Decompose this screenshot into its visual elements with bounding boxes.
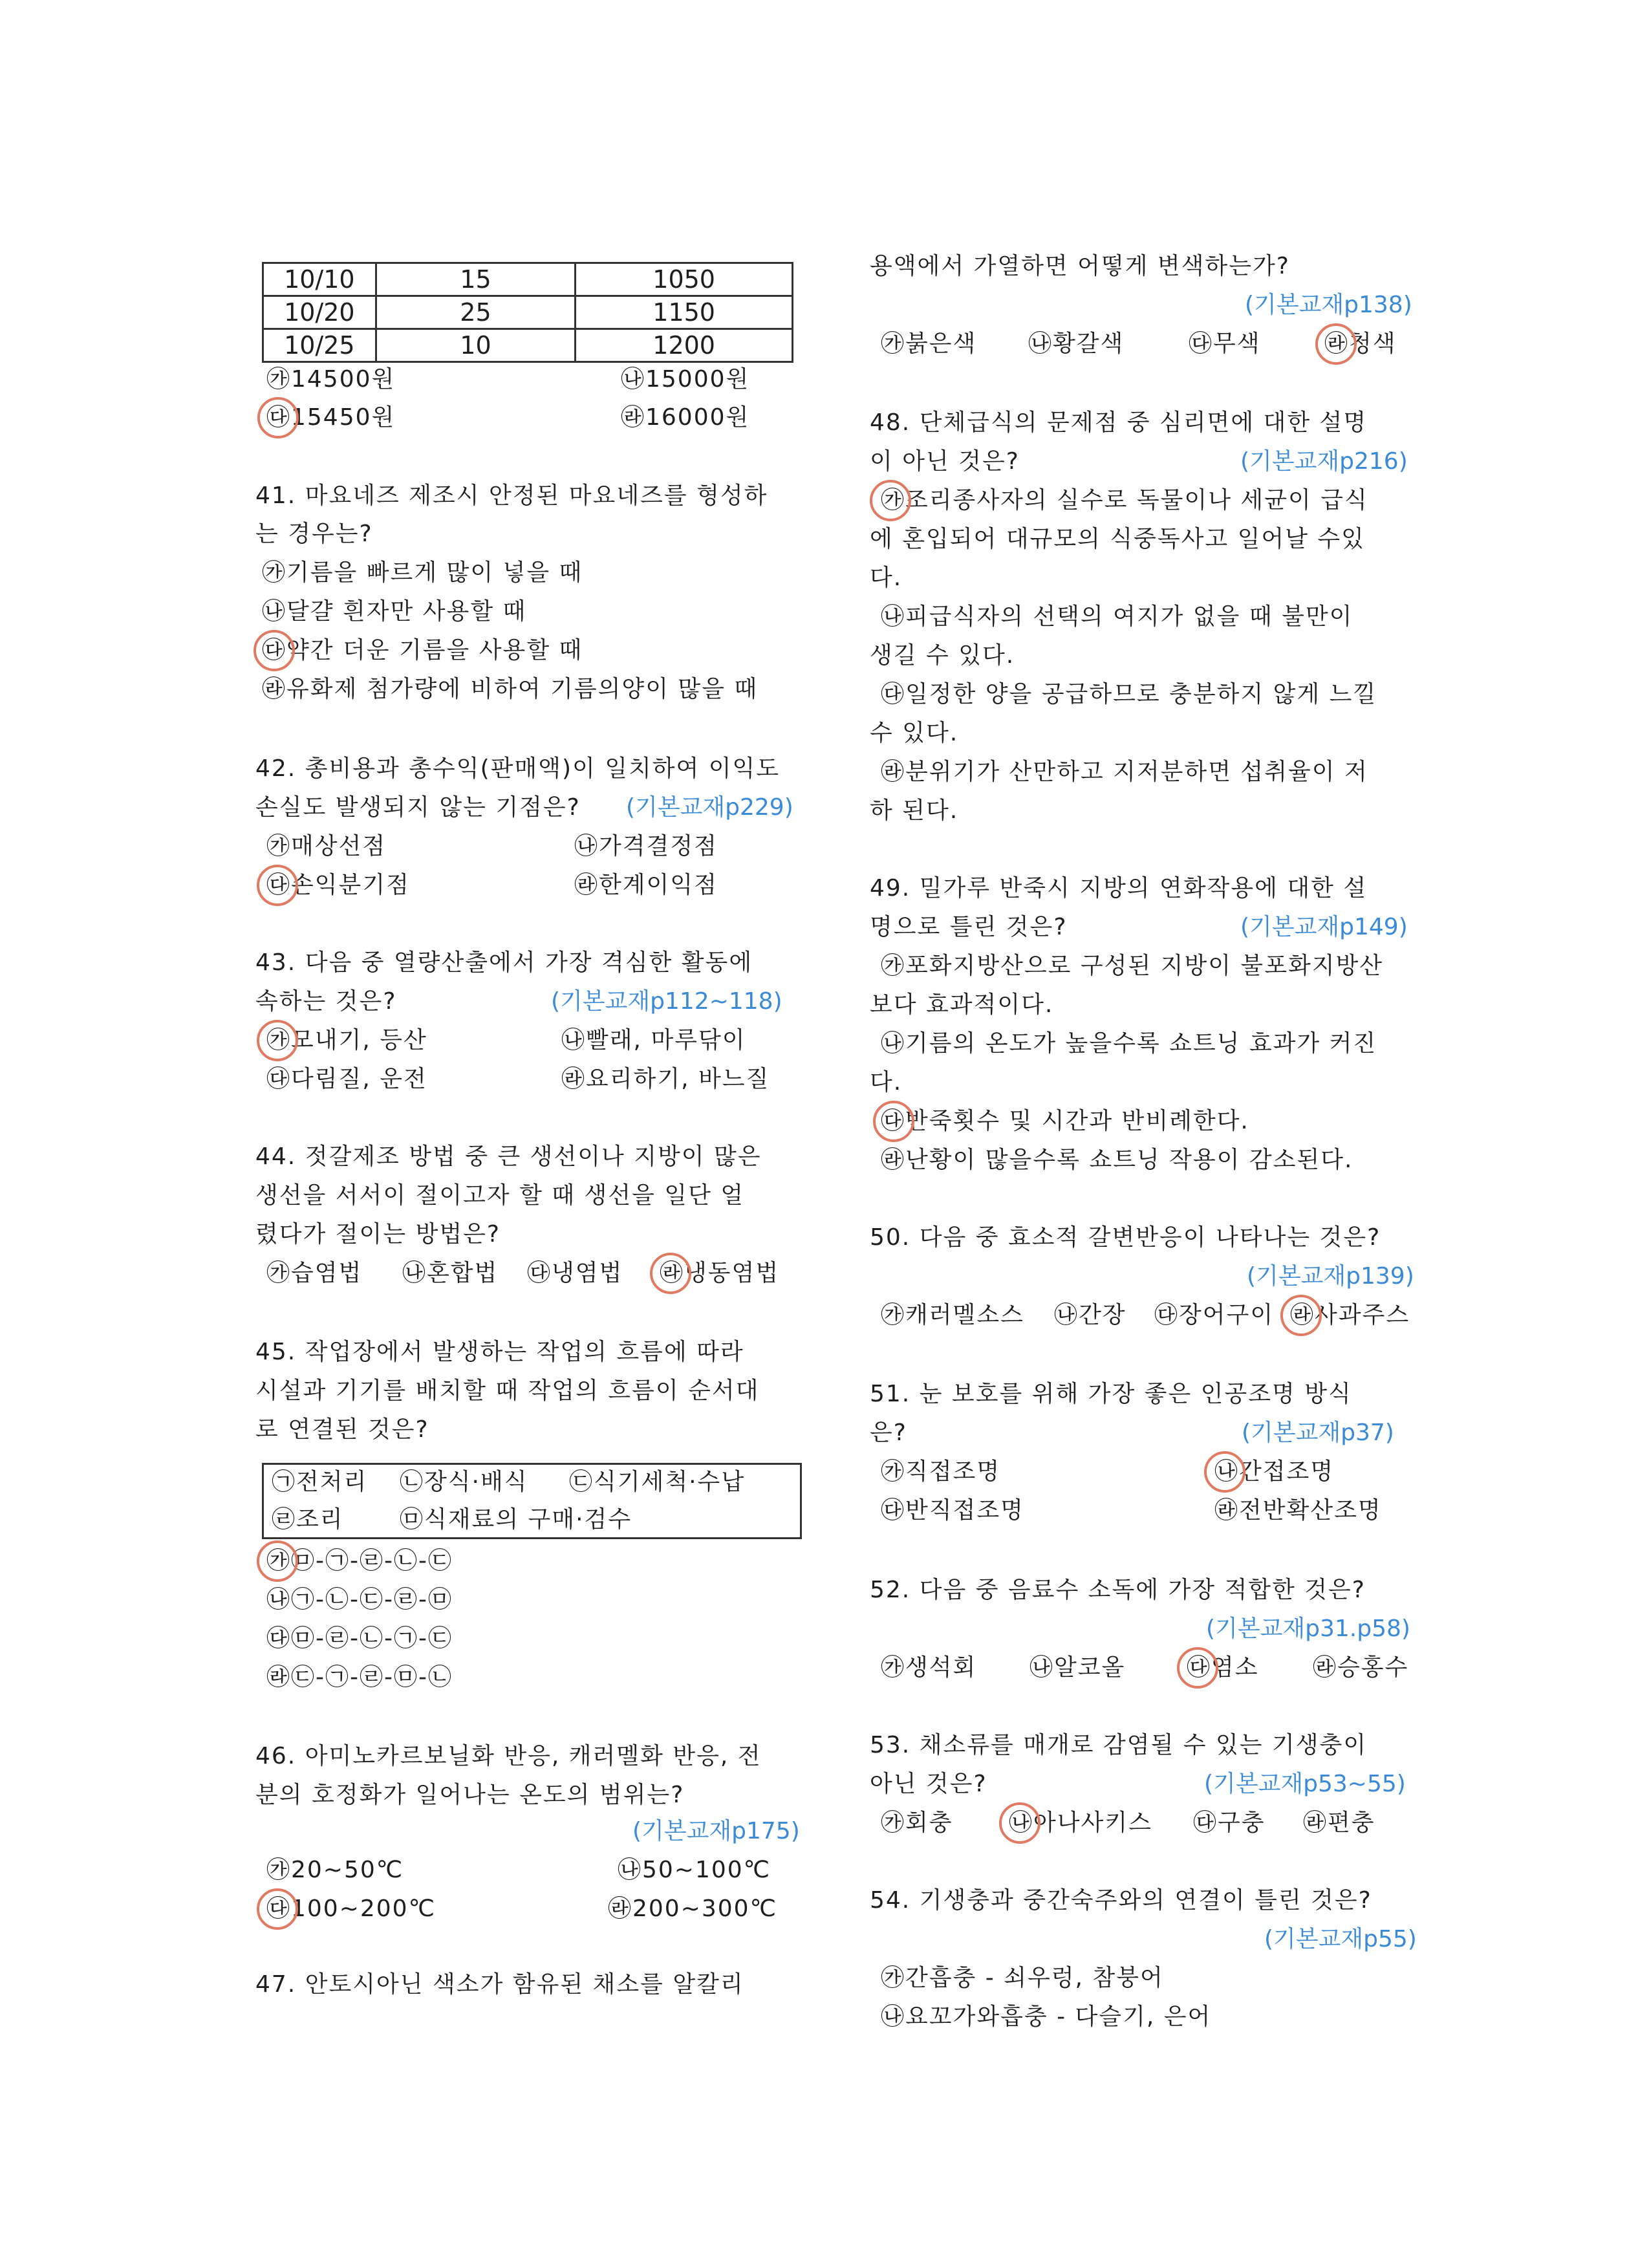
q51-option-b: ㉯간접조명: [1214, 1458, 1335, 1485]
answer-circle: [999, 1802, 1040, 1844]
q45-step-4: ㉣조리: [272, 1506, 344, 1533]
q53-textbook-ref: (기본교재p53~55): [1204, 1771, 1406, 1797]
answer-circle: [1315, 323, 1357, 365]
q40-option-a: ㉮14500원: [266, 366, 396, 393]
q48-option-b-line1: ㉯피급식자의 선택의 여지가 없을 때 불만이: [881, 603, 1353, 630]
q45-step-1: ㉠전처리: [272, 1469, 368, 1495]
q49-option-a-line1: ㉮포화지방산으로 구성된 지방이 불포화지방산: [881, 953, 1384, 979]
q47-stem-line2: 용액에서 가열하면 어떻게 변색하는가?: [870, 253, 1290, 279]
q53-stem-line2: 아닌 것은?: [870, 1771, 987, 1797]
q50-option-d: ㉱사과주스: [1290, 1302, 1410, 1328]
q52-option-c: ㉰염소: [1187, 1654, 1259, 1681]
answer-circle: [257, 397, 299, 438]
answer-circle: [257, 1540, 298, 1582]
q42-textbook-ref: (기본교재p229): [626, 794, 793, 821]
q43-stem-line1: 43. 다음 중 열량산출에서 가장 격심한 활동에: [255, 949, 753, 976]
q54-option-a: ㉮간흡충 - 쇠우렁, 참붕어: [881, 1965, 1164, 1991]
q49-stem-line2: 명으로 틀린 것은?: [870, 914, 1068, 940]
q40-option-d: ㉱16000원: [621, 404, 750, 431]
q51-textbook-ref: (기본교재p37): [1242, 1420, 1394, 1446]
q48-stem-line1: 48. 단체급식의 문제점 중 심리면에 대한 설명: [870, 409, 1368, 436]
q51-stem-line2: 은?: [870, 1420, 907, 1446]
q41-option-c: ㉰약간 더운 기름을 사용할 때: [262, 637, 583, 664]
q45-option-a: ㉮㉤-㉠-㉣-㉡-㉢: [266, 1548, 453, 1574]
q41-option-b: ㉯달걀 흰자만 사용할 때: [262, 598, 527, 625]
q46-option-d: ㉱200~300℃: [608, 1895, 778, 1922]
table-cell: 10/20: [263, 296, 376, 329]
q46-stem-line2: 분의 호정화가 일어나는 온도의 범위는?: [255, 1782, 685, 1808]
q43-option-b: ㉯빨래, 마루닦이: [561, 1027, 746, 1053]
answer-circle: [873, 1101, 914, 1142]
q41-option-a: ㉮기름을 빠르게 많이 넣을 때: [262, 559, 583, 586]
q41-stem-line2: 는 경우는?: [255, 521, 373, 547]
answer-circle: [1204, 1451, 1245, 1493]
table-cell: 1200: [576, 329, 793, 362]
q47-option-c: ㉰무색: [1189, 330, 1261, 357]
q46-option-a: ㉮20~50℃: [266, 1857, 404, 1883]
q49-option-a-line2: 보다 효과적이다.: [870, 991, 1054, 1018]
q48-option-c-line2: 수 있다.: [870, 720, 959, 746]
table-cell: 15: [376, 263, 576, 296]
q44-option-c: ㉰냉염법: [527, 1260, 623, 1286]
data-table: [262, 262, 793, 363]
q52-stem-line1: 52. 다음 중 음료수 소독에 가장 적합한 것은?: [870, 1577, 1366, 1603]
table-row: [263, 296, 793, 329]
answer-circle: [257, 865, 298, 906]
q46-option-c: ㉰100~200℃: [266, 1895, 436, 1922]
q48-option-a-line2: 에 혼입되어 대규모의 식중독사고 일어날 수있: [870, 526, 1365, 552]
q40-option-b: ㉯15000원: [621, 366, 750, 393]
q51-option-d: ㉱전반확산조명: [1214, 1497, 1382, 1524]
q48-option-c-line1: ㉰일정한 양을 공급하므로 충분하지 않게 느낄: [881, 681, 1377, 707]
q45-option-b: ㉯㉠-㉡-㉢-㉣-㉤: [266, 1586, 453, 1613]
q43-textbook-ref: (기본교재p112~118): [551, 988, 782, 1015]
q48-option-d-line2: 하 된다.: [870, 797, 959, 824]
q50-option-a: ㉮캐러멜소스: [881, 1302, 1024, 1328]
q47-textbook-ref: (기본교재p138): [1245, 292, 1412, 318]
q47-option-b: ㉯황갈색: [1028, 330, 1125, 357]
q50-option-b: ㉯간장: [1054, 1302, 1126, 1328]
q48-textbook-ref: (기본교재p216): [1240, 448, 1408, 475]
q51-option-c: ㉰반직접조명: [881, 1497, 1024, 1524]
q50-stem-line1: 50. 다음 중 효소적 갈변반응이 나타나는 것은?: [870, 1224, 1381, 1251]
q49-option-c: ㉰반죽횟수 및 시간과 반비례한다.: [881, 1108, 1249, 1134]
q49-stem-line1: 49. 밀가루 반죽시 지방의 연화작용에 대한 설: [870, 875, 1368, 902]
q46-option-b: ㉯50~100℃: [618, 1857, 771, 1883]
q53-option-d: ㉱편충: [1303, 1809, 1375, 1836]
answer-circle: [650, 1253, 691, 1294]
answer-circle: [1280, 1295, 1322, 1336]
q48-option-b-line2: 생길 수 있다.: [870, 642, 1015, 669]
q47-option-a: ㉮붉은색: [881, 330, 977, 357]
q47-stem-line1: 47. 안토시아닌 색소가 함유된 채소를 알칼리: [255, 1971, 744, 1998]
q52-option-a: ㉮생석회: [881, 1654, 977, 1681]
q41-option-d: ㉱유화제 첨가량에 비하여 기름의양이 많을 때: [262, 676, 759, 702]
q49-option-b-line2: 다.: [870, 1069, 903, 1096]
answer-circle: [257, 1020, 298, 1061]
q44-stem-line1: 44. 젓갈제조 방법 중 큰 생선이나 지방이 많은: [255, 1143, 762, 1170]
q49-option-d: ㉱난황이 많을수록 쇼트닝 작용이 감소된다.: [881, 1147, 1353, 1173]
q44-option-d: ㉱냉동염법: [660, 1260, 780, 1286]
q45-step-2: ㉡장식·배식: [400, 1469, 528, 1495]
answer-circle: [253, 630, 295, 671]
q46-textbook-ref: (기본교재p175): [632, 1818, 800, 1844]
q54-textbook-ref: (기본교재p55): [1264, 1926, 1417, 1952]
table-row: [263, 263, 793, 296]
table-row: [263, 329, 793, 362]
answer-circle: [1177, 1647, 1218, 1689]
q45-stem-line1: 45. 작업장에서 발생하는 작업의 흐름에 따라: [255, 1339, 744, 1365]
table-cell: 1150: [576, 296, 793, 329]
q44-stem-line2: 생선을 서서이 절이고자 할 때 생선을 일단 얼: [255, 1182, 745, 1209]
q43-option-a: ㉮모내기, 등산: [266, 1027, 427, 1053]
q45-option-d: ㉱㉢-㉠-㉣-㉤-㉡: [266, 1664, 453, 1690]
q53-option-b: ㉯아나사키스: [1009, 1809, 1152, 1836]
q44-stem-line3: 렸다가 절이는 방법은?: [255, 1221, 501, 1247]
q54-stem-line1: 54. 기생충과 중간숙주와의 연결이 틀린 것은?: [870, 1887, 1372, 1914]
q43-stem-line2: 속하는 것은?: [255, 988, 397, 1015]
table-cell: 25: [376, 296, 576, 329]
q48-option-a-line3: 다.: [870, 565, 903, 591]
q42-stem-line2: 손실도 발생되지 않는 기점은?: [255, 794, 581, 821]
q43-option-d: ㉱요리하기, 바느질: [561, 1066, 770, 1092]
q46-stem-line1: 46. 아미노카르보닐화 반응, 캐러멜화 반응, 전: [255, 1743, 762, 1769]
q42-option-a: ㉮매상선점: [266, 833, 387, 859]
table-cell: 10/25: [263, 329, 376, 362]
q47-option-d: ㉱청색: [1324, 330, 1397, 357]
q53-stem-line1: 53. 채소류를 매개로 감염될 수 있는 기생충이: [870, 1732, 1368, 1758]
q45-step-5: ㉤식재료의 구매·검수: [400, 1506, 632, 1533]
q53-option-c: ㉰구충: [1193, 1809, 1266, 1836]
table-cell: 10/10: [263, 263, 376, 296]
q44-option-a: ㉮습염법: [266, 1260, 363, 1286]
q45-option-c: ㉰㉤-㉣-㉡-㉠-㉢: [266, 1625, 453, 1652]
q41-stem-line1: 41. 마요네즈 제조시 안정된 마요네즈를 형성하: [255, 482, 768, 509]
q52-textbook-ref: (기본교재p31.p58): [1206, 1615, 1410, 1642]
q45-step-3: ㉢식기세척·수납: [569, 1469, 746, 1495]
q42-option-b: ㉯가격결정점: [574, 833, 718, 859]
q52-option-b: ㉯알코올: [1029, 1654, 1126, 1681]
q53-option-a: ㉮회충: [881, 1809, 953, 1836]
q48-stem-line2: 이 아닌 것은?: [870, 448, 1020, 475]
q51-stem-line1: 51. 눈 보호를 위해 가장 좋은 인공조명 방식: [870, 1381, 1352, 1407]
q48-option-d-line1: ㉱분위기가 산만하고 지저분하면 섭취율이 저: [881, 759, 1368, 785]
table-cell: 10: [376, 329, 576, 362]
q54-option-b: ㉯요꼬가와흡충 - 다슬기, 은어: [881, 2003, 1212, 2030]
q42-option-c: ㉰손익분기점: [266, 872, 410, 898]
q49-textbook-ref: (기본교재p149): [1240, 914, 1408, 940]
q49-option-b-line1: ㉯기름의 온도가 높을수록 쇼트닝 효과가 커진: [881, 1030, 1377, 1057]
q42-option-d: ㉱한계이익점: [574, 872, 718, 898]
q51-option-a: ㉮직접조명: [881, 1458, 1001, 1485]
q44-option-b: ㉯혼합법: [402, 1260, 499, 1286]
q43-option-c: ㉰다림질, 운전: [266, 1066, 427, 1092]
q48-option-a-line1: ㉮조리종사자의 실수로 독물이나 세균이 급식: [881, 487, 1368, 513]
answer-circle: [257, 1888, 298, 1930]
q45-stem-line2: 시설과 기기를 배치할 때 작업의 흐름이 순서대: [255, 1377, 760, 1404]
q40-option-c: ㉰15450원: [266, 404, 396, 431]
q42-stem-line1: 42. 총비용과 총수익(판매액)이 일치하여 이익도: [255, 755, 781, 782]
q45-stem-line3: 로 연결된 것은?: [255, 1416, 429, 1443]
answer-circle: [870, 480, 911, 521]
q52-option-d: ㉱승홍수: [1313, 1654, 1409, 1681]
q50-option-c: ㉰장어구이: [1154, 1302, 1275, 1328]
table-cell: 1050: [576, 263, 793, 296]
q50-textbook-ref: (기본교재p139): [1247, 1263, 1414, 1290]
